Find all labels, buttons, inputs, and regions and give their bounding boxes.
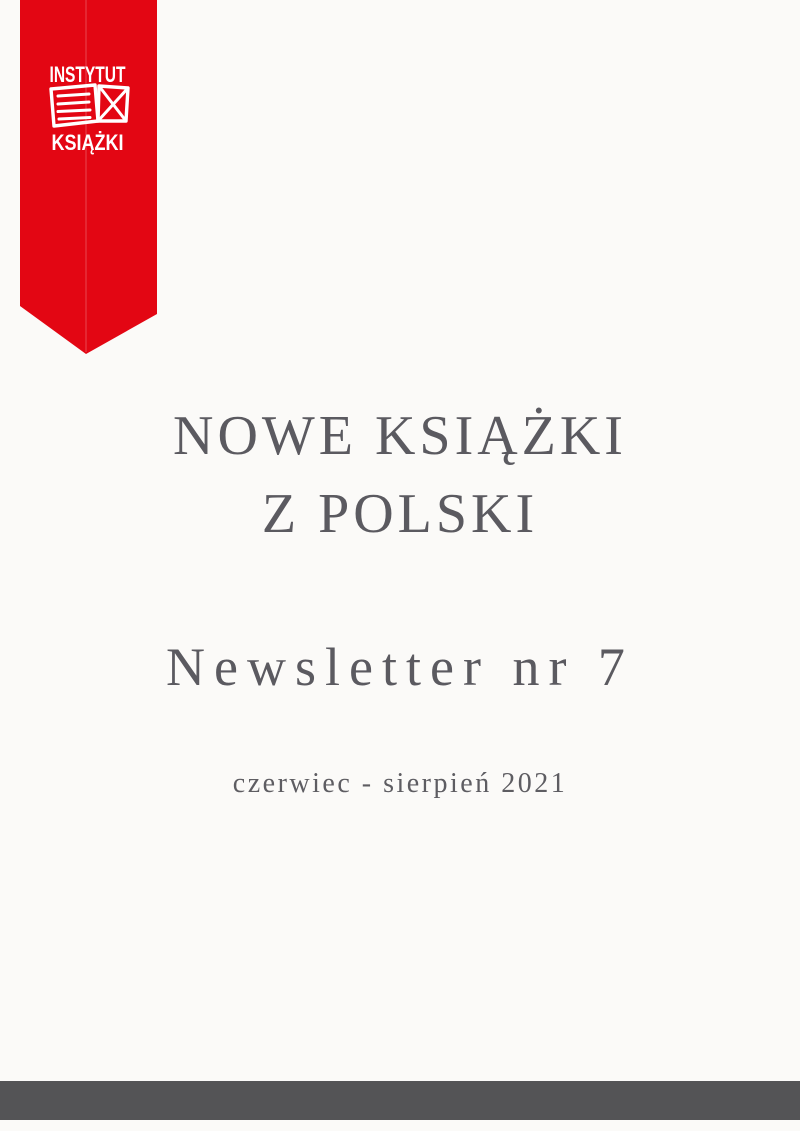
institute-ribbon xyxy=(20,0,157,356)
page-title-line2: Z POLSKI xyxy=(261,483,539,545)
date-range: czerwiec - sierpień 2021 xyxy=(232,768,568,799)
logo-org-line2: KSIĄŻKI xyxy=(51,130,124,155)
logo-org-line1: INSTYTUT xyxy=(49,62,126,87)
footer-bar xyxy=(0,1081,800,1120)
newsletter-number: Newsletter nr 7 xyxy=(166,637,634,697)
ribbon-shape xyxy=(20,0,157,354)
page-title-line1: NOWE KSIĄŻKI xyxy=(173,405,627,467)
page-title xyxy=(0,397,800,553)
